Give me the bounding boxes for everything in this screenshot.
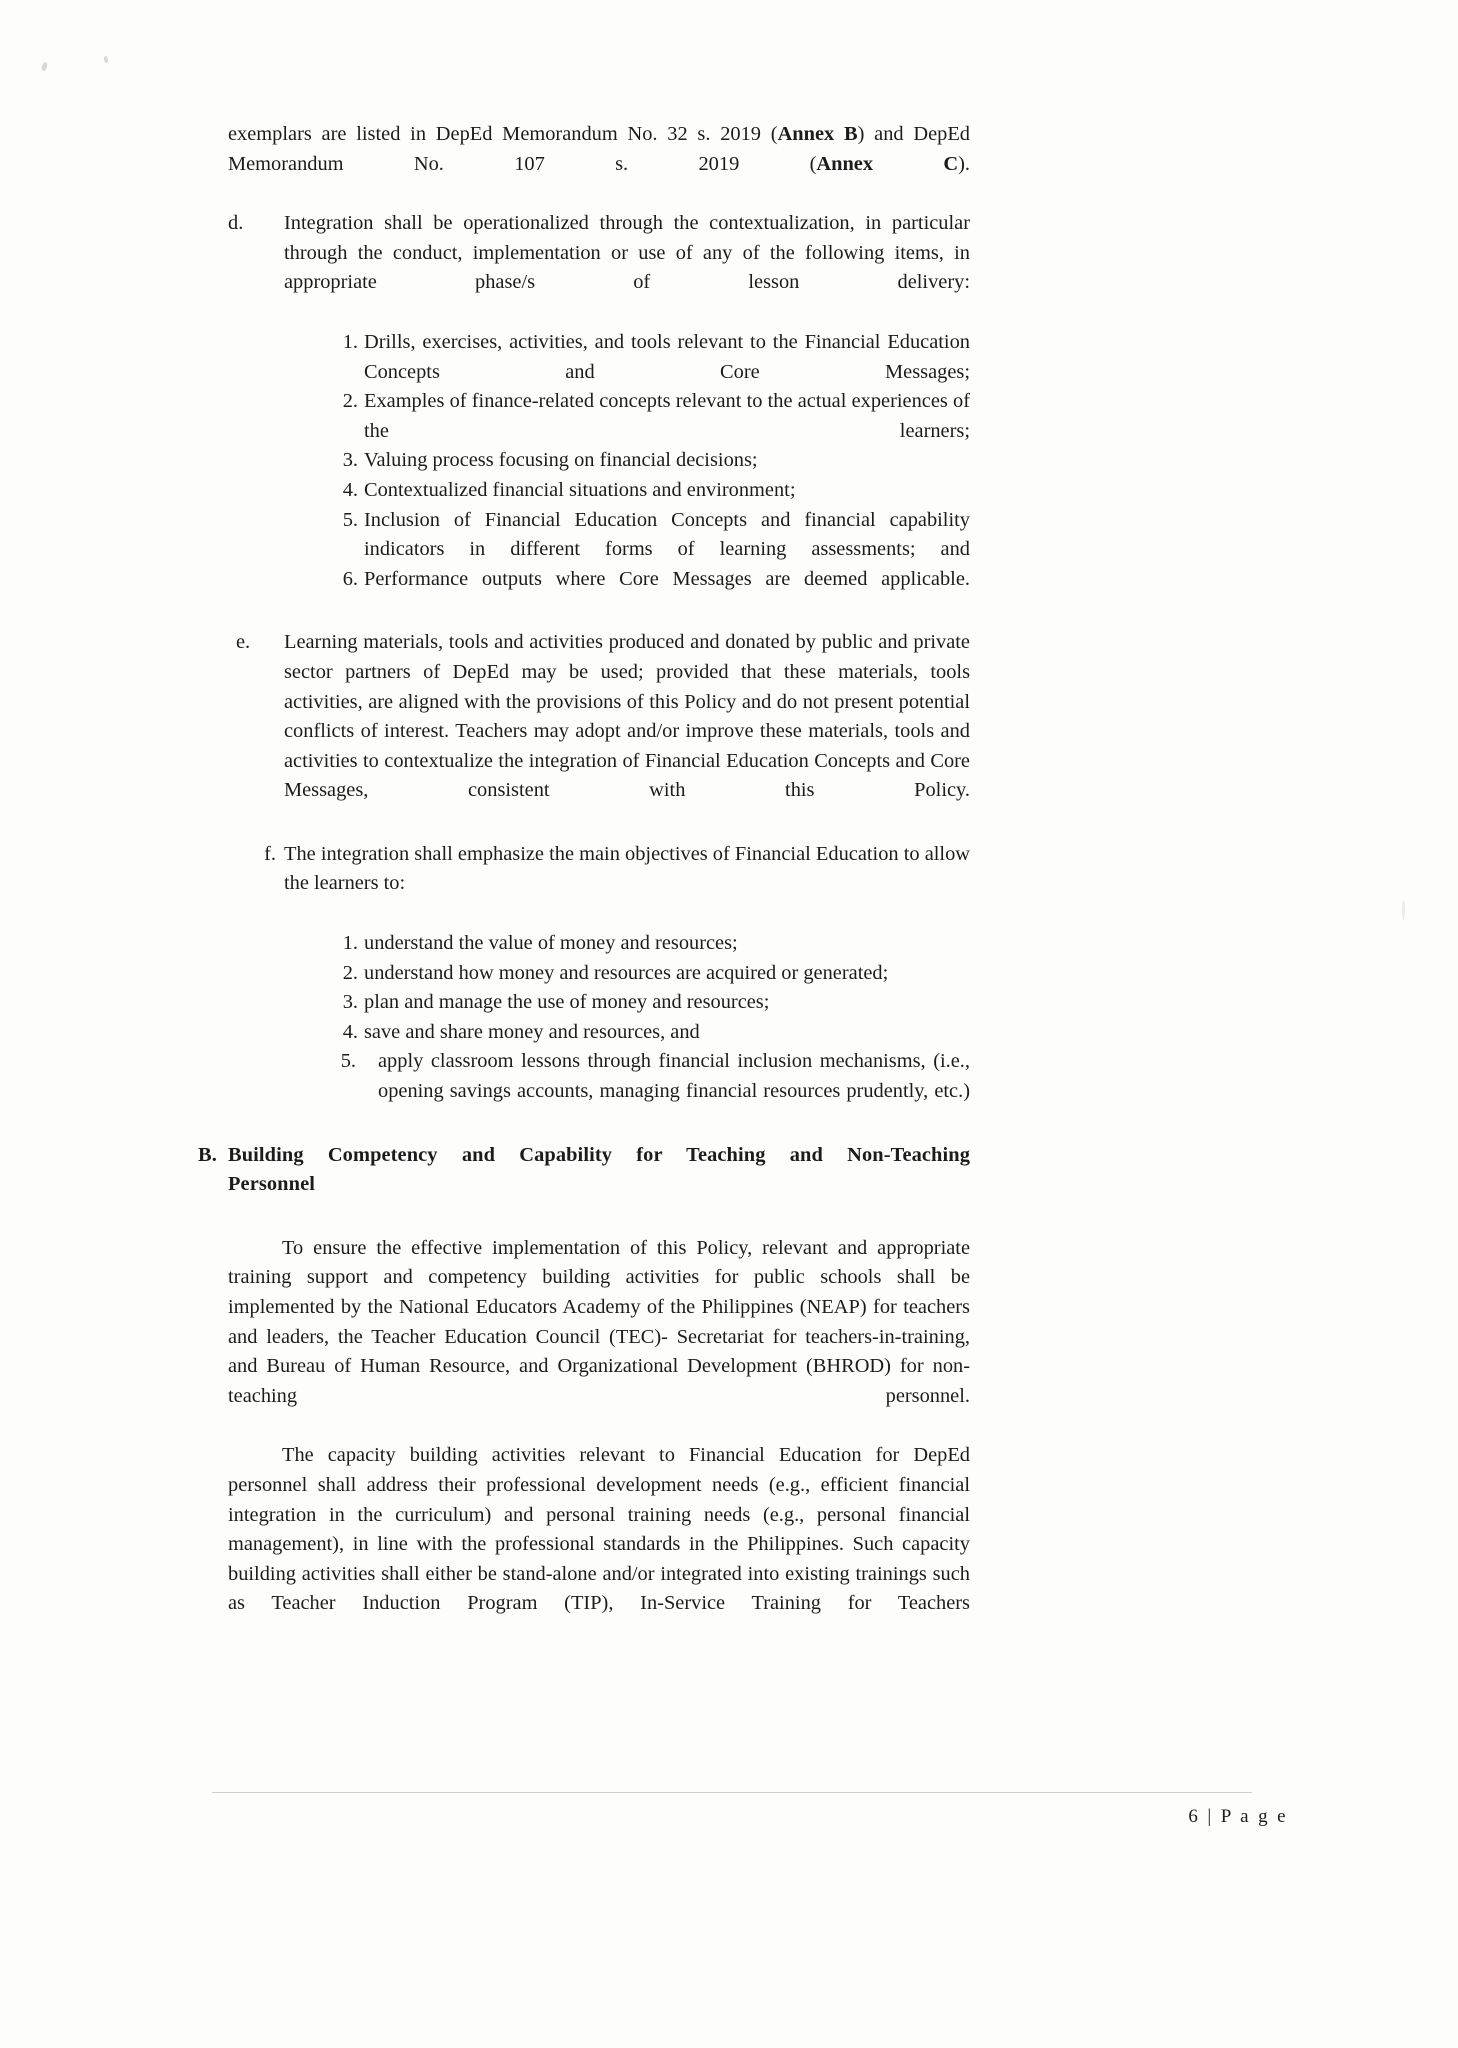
list-item-text: Drills, exercises, activities, and tools relevant to the Financial Education Concepts and Core Messages; (364, 330, 970, 383)
list-item (334, 988, 970, 1018)
list-item-text: understand the value of money and resources; (364, 932, 738, 955)
page-footer (228, 1806, 1288, 1828)
list-item-d-marker: d. (228, 212, 244, 235)
annex-b-reference: Annex B (777, 123, 858, 145)
scan-artifact (1402, 900, 1405, 920)
footer-divider (212, 1792, 1252, 1793)
list-item-number: 3. (342, 449, 358, 472)
section-b-title-line2: Personnel (228, 1173, 315, 1196)
annex-c-reference: Annex C (816, 152, 959, 175)
continuation-text-part-3: ). (958, 152, 970, 175)
list-item (334, 1018, 970, 1048)
numbered-list-f (228, 929, 970, 1107)
list-item (334, 565, 970, 595)
list-item-f (228, 840, 970, 899)
list-item-text: Valuing process focusing on financial decisions; (364, 449, 758, 472)
scan-artifact (103, 56, 108, 64)
list-item-number: 2. (342, 390, 358, 413)
continuation-paragraph (228, 120, 970, 179)
continuation-text-part-1: exemplars are listed in DepEd Memorandum No. 32 s. 2019 ( (228, 123, 778, 145)
list-item-number: 2. (342, 961, 358, 984)
list-item-number: 6. (342, 567, 358, 590)
list-item-number: 1. (342, 932, 358, 955)
list-item-number: 4. (342, 478, 358, 501)
list-item-number: 3. (342, 991, 358, 1014)
page-number-label: 6 | P a g e (1188, 1806, 1288, 1827)
list-item-text: apply classroom lessons through financial inclusion mechanisms, (i.e., opening savings accounts, managing financial resources prudently, etc.) (378, 1050, 970, 1103)
scan-artifact (41, 61, 49, 71)
list-item-number: 5. (342, 508, 358, 531)
section-b-heading (198, 1141, 970, 1200)
list-item-text: plan and manage the use of money and resources; (364, 991, 770, 1014)
list-item (334, 446, 970, 476)
list-item (334, 387, 970, 446)
list-item (334, 506, 970, 565)
list-item-d (228, 209, 970, 298)
numbered-list-d (228, 328, 970, 594)
section-b-title-line1: Building Competency and Capability for Teaching and Non-Teaching (228, 1143, 970, 1166)
list-item-number: 1. (342, 330, 358, 353)
list-item-text: Performance outputs where Core Messages are deemed applicable. (364, 567, 970, 590)
list-item-text: save and share money and resources, and (364, 1020, 700, 1043)
list-item-text: Examples of finance-related concepts relevant to the actual experiences of the learners; (364, 390, 970, 442)
list-item-e-marker: e. (236, 631, 251, 654)
list-item-text: Contextualized financial situations and environment; (364, 478, 796, 501)
list-item (334, 929, 970, 959)
list-item-f-marker: f. (264, 842, 276, 865)
list-item (334, 328, 970, 387)
list-item-text: understand how money and resources are acquired or generated; (364, 961, 889, 984)
list-item-number: 4. (342, 1020, 358, 1043)
list-item-text: Inclusion of Financial Education Concepts and financial capability indicators in different forms of learning assessments; and (364, 508, 970, 561)
section-b-paragraph-1: To ensure the effective implementation of this Policy, relevant and appropriate training support and competency building activities for public schools shall be implemented by the National Educators Academy of the Philippines (NEAP) for teachers and leaders, the Teacher Education Council (TEC)- Secretariat for teachers-in-training, and Bureau of Human Resource, and Organizational Development (BHROD) for non-teaching personnel. (228, 1236, 970, 1407)
list-item (334, 959, 970, 989)
list-item (334, 1047, 970, 1106)
list-item-e-text: Learning materials, tools and activities produced and donated by public and private sector partners of DepEd may be used; provided that these materials, tools activities, are aligned with the provisions of this Policy and do not present potential conflicts of interest. Teachers may adopt and/or improve these materials, tools and activities to contextualize the integration of Financial Education Concepts and Core Messages, consistent with this Policy. (284, 631, 970, 802)
page-content (198, 120, 970, 1619)
section-b-paragraph-2: The capacity building activities relevant to Financial Education for DepEd personnel shall address their professional development needs (e.g., efficient financial integration in the curriculum) and personal training needs (e.g., personal financial management), in line with the professional standards in the Philippines. Such capacity building activities shall either be stand-alone and/or integrated into existing trainings such as Teacher Induction Program (TIP), In-Service Training for Teachers (228, 1444, 970, 1615)
continuation-text-part-2: ) and DepEd Memorandum No. 107 s. 2019 ( (228, 123, 970, 175)
section-b-letter: B. (198, 1143, 217, 1166)
list-item-number: 5. (340, 1050, 356, 1073)
list-item (334, 476, 970, 506)
list-item-d-text: Integration shall be operationalized through the contextualization, in particular through the conduct, implementation or use of any of the following items, in appropriate phase/s of lesson delivery: (284, 212, 970, 294)
list-item-e (228, 628, 970, 806)
list-item-f-text: The integration shall emphasize the main objectives of Financial Education to allow the learners to: (284, 842, 970, 895)
